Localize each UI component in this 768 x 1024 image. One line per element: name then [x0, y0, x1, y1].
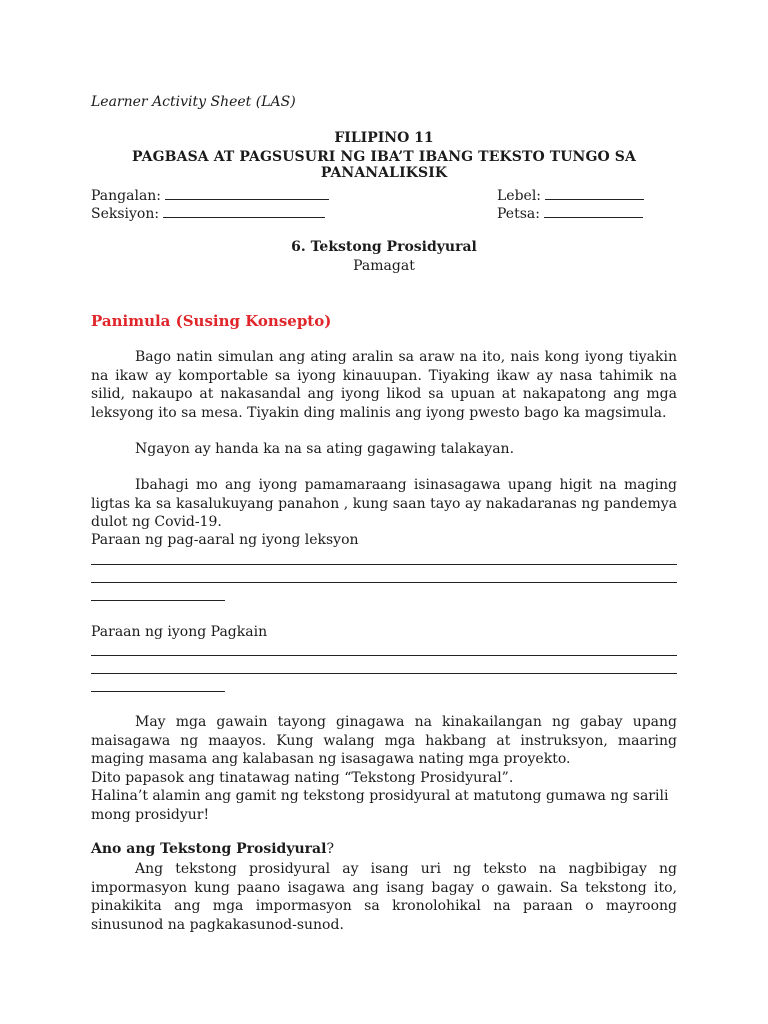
answer-line[interactable]: [91, 673, 677, 674]
pangalan-label: Pangalan:: [91, 188, 162, 204]
answer-line[interactable]: [91, 655, 677, 656]
lesson-title: 6. Tekstong Prosidyural: [291, 239, 477, 255]
lebel-field: [497, 186, 644, 204]
answer-line[interactable]: [91, 600, 225, 601]
subject-heading: FILIPINO 11: [334, 130, 434, 146]
petsa-blank: [544, 204, 643, 218]
gabay-text: May mga gawain tayong ginagawa na kinakailangan ng gabay upang maisagawa ng maayos. Kung walang mga hakbang at instruksyon, maaring maging masama ang kalabasan ng isasagawa nating mga proyekto.: [91, 714, 677, 767]
definition-paragraph: Ang tekstong prosidyural ay isang uri ng teksto na nagbibigay ng impormasyon kung paano isagawa ang isang bagay o gawain. Sa tekstong ito, pinakikita ang mga impormasyon sa kronolohikal na paraan o mayroong sinusunod na pagkakasunod-sunod.: [91, 861, 677, 933]
pangalan-blank: [165, 186, 329, 200]
lebel-label: Lebel:: [497, 188, 542, 204]
answer-line[interactable]: [91, 564, 677, 565]
intro-paragraph: Bago natin simulan ang ating aralin sa araw na ito, nais kong iyong tiyakin na ikaw ay komportable sa iyong kinauupan. Tiyaking ikaw ay nasa tahimik na silid, nakaupo at nakasandal ang iyong likod sa upuan at nakapatong ang mga leksyong ito sa mesa. Tiyakin ding malinis ang iyong pwesto bago ka magsimula.: [91, 349, 677, 421]
course-title: PAGBASA AT PAGSUSURI NG IBA’T IBANG TEKSTO TUNGO SA PANANALIKSIK: [132, 149, 636, 181]
question-leksyon: Paraan ng pag-aaral ng iyong leksyon: [91, 532, 359, 548]
panimula-heading: Panimula (Susing Konsepto): [91, 312, 332, 330]
pangalan-field: [91, 186, 329, 204]
what-is-heading-text: Ano ang Tekstong Prosidyural: [91, 841, 327, 857]
halina-text: Halina’t alamin ang gamit ng tekstong prosidyural at matutong gumawa ng sarili mong prosidyur!: [91, 788, 669, 823]
question-pagkain: Paraan ng iyong Pagkain: [91, 624, 268, 640]
prosidyural-intro-text: Dito papasok ang tinatawag nating “Tekstong Prosidyural”.: [91, 769, 514, 786]
seksiyon-field: [91, 204, 325, 222]
share-paragraph: Ibahagi mo ang iyong pamamaraang isinasagawa upang higit na maging ligtas ka sa kasalukuyang panahon , kung saan tayo ay nakadaranas ng pandemya dulot ng Covid-19.: [91, 477, 677, 530]
ready-paragraph: Ngayon ay handa ka na sa ating gagawing talakayan.: [135, 441, 515, 457]
seksiyon-label: Seksiyon:: [91, 206, 160, 222]
petsa-field: [497, 204, 643, 222]
body-paragraph: [91, 713, 677, 824]
answer-line[interactable]: [91, 582, 677, 583]
what-is-heading: [91, 841, 334, 857]
answer-line[interactable]: [91, 691, 225, 692]
lesson-subtitle: Pamagat: [353, 258, 415, 274]
seksiyon-blank: [163, 204, 325, 218]
las-label: Learner Activity Sheet (LAS): [91, 94, 296, 110]
petsa-label: Petsa:: [497, 206, 540, 222]
what-is-heading-mark: ?: [326, 841, 334, 857]
lebel-blank: [545, 186, 644, 200]
